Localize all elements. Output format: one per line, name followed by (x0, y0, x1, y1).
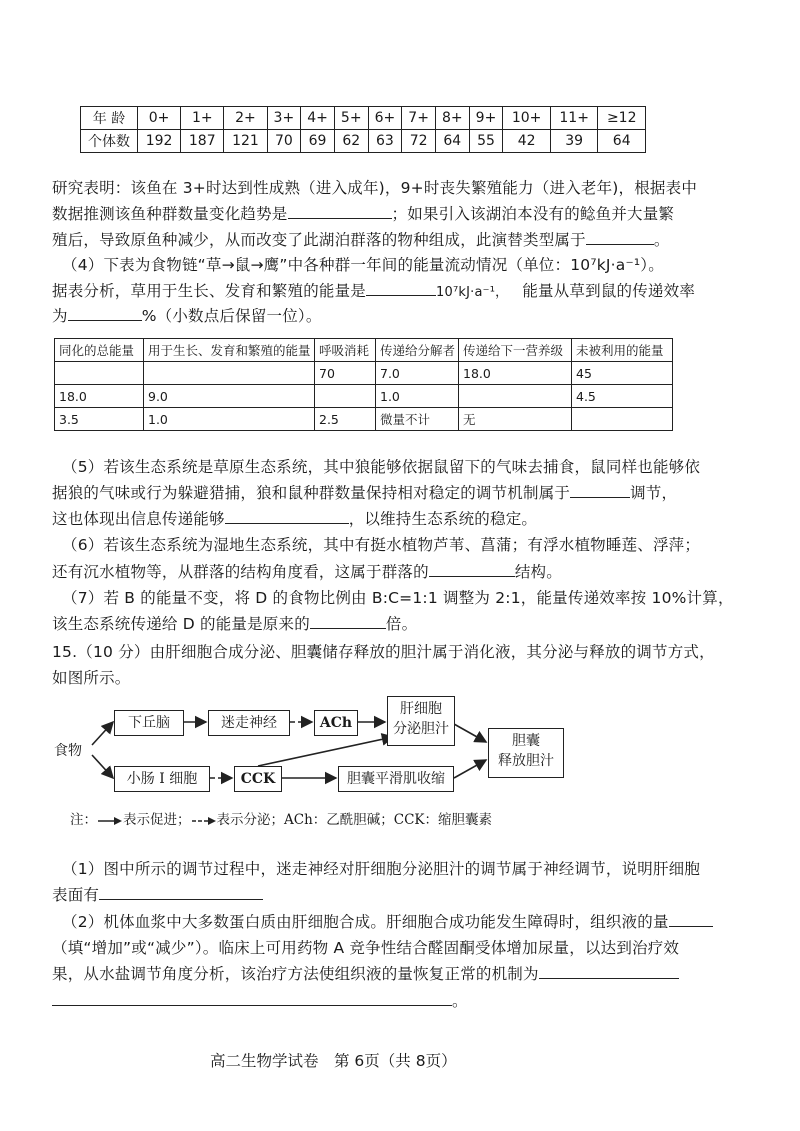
text: 调节， (630, 484, 678, 502)
q7-line2 (52, 612, 417, 634)
text: 倍。 (385, 615, 418, 633)
age-cell: 10+ (503, 107, 551, 130)
table-cell: 45 (572, 362, 673, 385)
age-cell: 6+ (368, 107, 402, 130)
food-to-intestine-arrow (92, 755, 113, 778)
solid-arrow-icon (97, 816, 123, 826)
table-cell: 3.5 (55, 408, 144, 431)
food-to-hypothalamus-arrow (92, 722, 113, 745)
text: 结构。 (514, 563, 562, 581)
text: 这也体现出信息传递能够 (52, 510, 225, 528)
unit: 10⁷kJ·a⁻¹， (436, 285, 509, 300)
table-cell: 1.0 (376, 385, 459, 408)
count-cell: 64 (598, 130, 646, 153)
table-row (55, 385, 673, 408)
count-cell: 70 (267, 130, 301, 153)
count-cell: 64 (435, 130, 469, 153)
text: 。 (452, 992, 468, 1010)
text: 表面有 (52, 886, 100, 904)
q15-1-line1: （1）图中所示的调节过程中，迷走神经对肝细胞分泌胆汁的调节属于神经调节，说明肝细胞 (62, 860, 701, 878)
text: 能量从草到鼠的传递效率 (522, 282, 696, 300)
count-cell: 62 (334, 130, 368, 153)
text: ，以维持生态系统的稳定。 (348, 510, 538, 528)
table-cell: 9.0 (144, 385, 315, 408)
text: 为 (52, 307, 68, 325)
text: 数据推测该鱼种群数量变化趋势是 (52, 205, 288, 223)
liver-to-gallbladder-arrow (454, 724, 486, 742)
q5-line1: （5）若该生态系统是草原生态系统，其中狼能够依据鼠留下的气味去捕食，鼠同样也能够依 (62, 458, 701, 476)
energy-table (54, 338, 673, 431)
count-cell: 39 (550, 130, 598, 153)
table-cell (459, 385, 572, 408)
q15-1-line2 (52, 883, 263, 905)
age-cell: 7+ (402, 107, 436, 130)
text: 还有沉水植物等，从群落的结构角度看，这属于群落的 (52, 563, 429, 581)
count-cell: 72 (402, 130, 436, 153)
count-cell: 63 (368, 130, 402, 153)
ach-box: ACh (314, 710, 358, 736)
answer-blank[interactable] (570, 482, 630, 499)
table-row (81, 107, 646, 130)
q6-line2 (52, 560, 562, 582)
table-cell (572, 408, 673, 431)
answer-blank[interactable] (68, 305, 142, 322)
table-cell: 4.5 (572, 385, 673, 408)
header-cell: 未被利用的能量 (572, 339, 673, 362)
para1-line2 (52, 202, 674, 224)
text: 据狼的气味或行为躲避猎捕，狼和鼠种群数量保持相对稳定的调节机制属于 (52, 484, 571, 502)
age-cell: 2+ (224, 107, 267, 130)
q4-line3 (52, 304, 322, 326)
age-cell: 1+ (181, 107, 224, 130)
answer-blank[interactable] (52, 990, 452, 1007)
age-cell: 11+ (550, 107, 598, 130)
age-cell: 8+ (435, 107, 469, 130)
gallbladder-box (488, 728, 564, 778)
age-cell: 0+ (138, 107, 181, 130)
text: 果，从水盐调节角度分析，该治疗方法使组织液的量恢复正常的机制为 (52, 965, 539, 983)
text: 据表分析，草用于生长、发育和繁殖的能量是 (52, 282, 367, 300)
count-cell: 187 (181, 130, 224, 153)
diagram-legend (70, 808, 492, 828)
table-cell: 无 (459, 408, 572, 431)
vagus-box: 迷走神经 (208, 710, 290, 736)
liver-label-2: 分泌胆汁 (393, 721, 449, 737)
table-cell: 18.0 (55, 385, 144, 408)
q5-line3 (52, 507, 537, 529)
header-cell: 用于生长、发育和繁殖的能量 (144, 339, 315, 362)
q15-2-line4 (52, 989, 468, 1011)
legend-promote: 表示促进； (123, 812, 191, 828)
answer-blank[interactable] (310, 613, 386, 630)
text: 该生态系统传递给 D 的能量是原来的 (52, 615, 310, 633)
count-cell: 121 (224, 130, 267, 153)
age-cell: 5+ (334, 107, 368, 130)
q15-line1: 15.（10 分）由肝细胞合成分泌、胆囊储存释放的胆汁属于消化液，其分泌与释放的调节方式， (52, 643, 715, 661)
liver-label-1: 肝细胞 (400, 701, 442, 717)
table-row (81, 130, 646, 153)
table-row (55, 362, 673, 385)
legend-prefix: 注： (70, 812, 97, 828)
answer-blank[interactable] (366, 280, 436, 297)
text: 。 (653, 231, 670, 249)
q15-2-line2: （填“增加”或“减少”）。临床上可用药物 A 竞争性结合醛固酮受体增加尿量，以达到治疗效 (52, 939, 680, 957)
count-label: 个体数 (81, 130, 138, 153)
table-row (55, 408, 673, 431)
q4-line2 (52, 279, 695, 301)
answer-blank[interactable] (225, 508, 349, 525)
regulation-diagram (0, 690, 800, 840)
table-cell (315, 385, 376, 408)
table-cell: 微量不计 (376, 408, 459, 431)
q6-line1: （6）若该生态系统为湿地生态系统，其中有挺水植物芦苇、菖蒲；有浮水植物睡莲、浮萍； (62, 536, 701, 554)
age-table (80, 106, 646, 153)
gallbladder-label-1: 胆囊 (512, 733, 540, 749)
count-cell: 192 (138, 130, 181, 153)
answer-blank[interactable] (99, 884, 263, 901)
q7-line1: （7）若 B 的能量不变，将 D 的食物比例由 B:C=1:1 调整为 2:1，能量传递效率按 10%计算， (62, 589, 734, 607)
age-cell: ≥12 (598, 107, 646, 130)
q5-line2 (52, 481, 677, 503)
q15-2-line1 (62, 910, 713, 932)
gallbladder-label-2: 释放胆汁 (498, 753, 554, 769)
header-cell: 呼吸消耗 (315, 339, 376, 362)
text: %（小数点后保留一位）。 (141, 307, 322, 325)
age-cell: 3+ (267, 107, 301, 130)
text: 殖后，导致原鱼种减少，从而改变了此湖泊群落的物种组成，此演替类型属于 (52, 231, 586, 249)
legend-secrete: 表示分泌；ACh：乙酰胆碱；CCK：缩胆囊素 (216, 812, 493, 828)
age-header-label: 年 龄 (81, 107, 138, 130)
table-row (55, 339, 673, 362)
table-cell: 7.0 (376, 362, 459, 385)
count-cell: 69 (301, 130, 335, 153)
liver-box (387, 696, 455, 746)
answer-blank[interactable] (586, 229, 654, 246)
muscle-to-gallbladder-arrow (454, 760, 486, 778)
food-label: 食物 (54, 743, 82, 759)
text: （2）机体血浆中大多数蛋白质由肝细胞合成。肝细胞合成功能发生障碍时，组织液的量 (62, 913, 669, 931)
age-cell: 9+ (469, 107, 503, 130)
cck-box: CCK (234, 766, 282, 792)
table-cell: 2.5 (315, 408, 376, 431)
gb-muscle-box: 胆囊平滑肌收缩 (338, 766, 454, 792)
count-cell: 55 (469, 130, 503, 153)
cck-to-liver-arrow (258, 737, 393, 766)
q4-line1: （4）下表为食物链“草→鼠→鹰”中各种群一年间的能量流动情况（单位：10⁷kJ·a⁻¹）。 (62, 256, 664, 274)
answer-blank[interactable] (539, 963, 679, 980)
q15-2-line3 (52, 962, 679, 984)
para1-line3 (52, 228, 670, 250)
hypothalamus-box: 下丘脑 (114, 710, 184, 736)
header-cell: 传递给分解者 (376, 339, 459, 362)
header-cell: 同化的总能量 (55, 339, 144, 362)
para1-line1: 研究表明：该鱼在 3+时达到性成熟（进入成年)，9+时丧失繁殖能力（进入老年)，根据表中 (52, 179, 698, 197)
page-footer: 高二生物学试卷 第 6页（共 8页） (210, 1052, 457, 1070)
table-cell (55, 362, 144, 385)
table-cell: 70 (315, 362, 376, 385)
answer-blank[interactable] (429, 561, 515, 578)
q15-line2: 如图所示。 (52, 669, 131, 687)
dashed-arrow-icon (191, 816, 217, 826)
table-cell (144, 362, 315, 385)
age-cell: 4+ (301, 107, 335, 130)
text: ；如果引入该湖泊本没有的鲶鱼并大量繁 (391, 205, 675, 223)
answer-blank[interactable] (669, 911, 713, 928)
intestine-box: 小肠 I 细胞 (114, 766, 210, 792)
header-cell: 传递给下一营养级 (459, 339, 572, 362)
count-cell: 42 (503, 130, 551, 153)
table-cell: 1.0 (144, 408, 315, 431)
table-cell: 18.0 (459, 362, 572, 385)
answer-blank[interactable] (288, 203, 392, 220)
